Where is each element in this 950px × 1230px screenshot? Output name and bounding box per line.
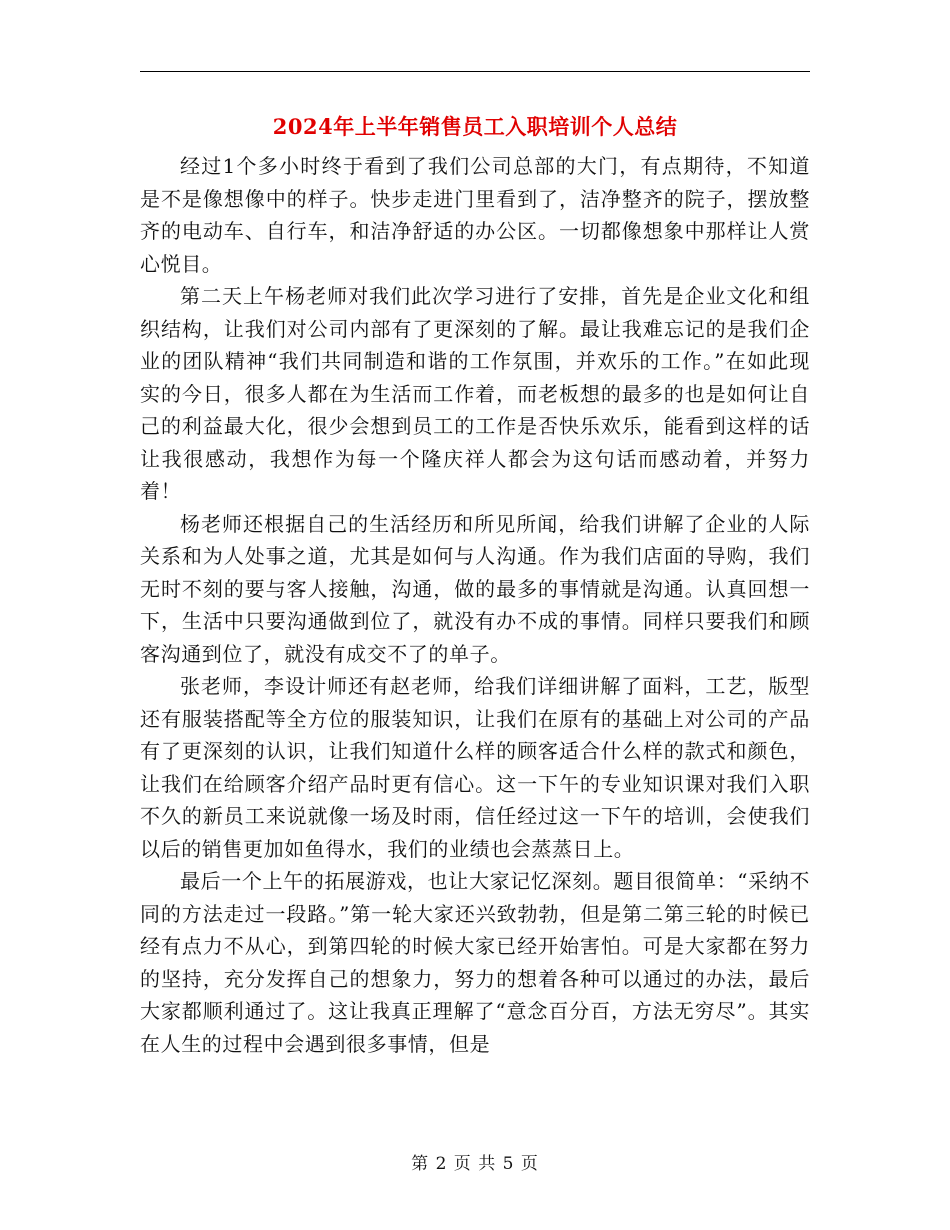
document-body (140, 150, 810, 1060)
paragraph-2: 第二天上午杨老师对我们此次学习进行了安排，首先是企业文化和组织结构，让我们对公司内部有了更深刻的了解。最让我难忘记的是我们企业的团队精神“我们共同制造和谐的工作氛围，并欢乐的工作。”在如此现实的今日，很多人都在为生活而工作着，而老板想的最多的也是如何让自己的利益最大化，很少会想到员工的工作是否快乐欢乐，能看到这样的话让我很感动，我想作为每一个隆庆祥人都会为这句话而感动着，并努力着！ (140, 284, 810, 503)
header-rule (140, 71, 810, 72)
page-number: 第 2 页 共 5 页 (411, 1154, 539, 1174)
paragraph-5: 最后一个上午的拓展游戏，也让大家记忆深刻。题目很简单：“采纳不同的方法走过一段路。”第一轮大家还兴致勃勃，但是第二第三轮的时候已经有点力不从心，到第四轮的时候大家已经开始害怕。可是大家都在努力的坚持，充分发挥自己的想象力，努力的想着各种可以通过的办法，最后大家都顺利通过了。这让我真正理解了“意念百分百，方法无穷尽”。其实在人生的过程中会遇到很多事情，但是 (140, 869, 810, 1056)
paragraph-3: 杨老师还根据自己的生活经历和所见所闻，给我们讲解了企业的人际关系和为人处事之道，尤其是如何与人沟通。作为我们店面的导购，我们无时不刻的要与客人接触，沟通，做的最多的事情就是沟通。认真回想一下，生活中只要沟通做到位了，就没有办不成的事情。同样只要我们和顾客沟通到位了，就没有成交不了的单子。 (140, 511, 810, 666)
paragraph-1: 经过1个多小时终于看到了我们公司总部的大门，有点期待，不知道是不是像想像中的样子。快步走进门里看到了，洁净整齐的院子，摆放整齐的电动车、自行车，和洁净舒适的办公区。一切都像想象中那样让人赏心悦目。 (140, 154, 810, 276)
document-title: 2024年上半年销售员工入职培训个人总结 (272, 114, 678, 139)
paragraph-4: 张老师，李设计师还有赵老师，给我们详细讲解了面料，工艺，版型还有服装搭配等全方位的服装知识，让我们在原有的基础上对公司的产品有了更深刻的认识，让我们知道什么样的顾客适合什么样的款式和颜色，让我们在给顾客介绍产品时更有信心。这一下午的专业知识课对我们入职不久的新员工来说就像一场及时雨，信任经过这一下午的培训，会使我们以后的销售更加如鱼得水，我们的业绩也会蒸蒸日上。 (140, 674, 810, 861)
